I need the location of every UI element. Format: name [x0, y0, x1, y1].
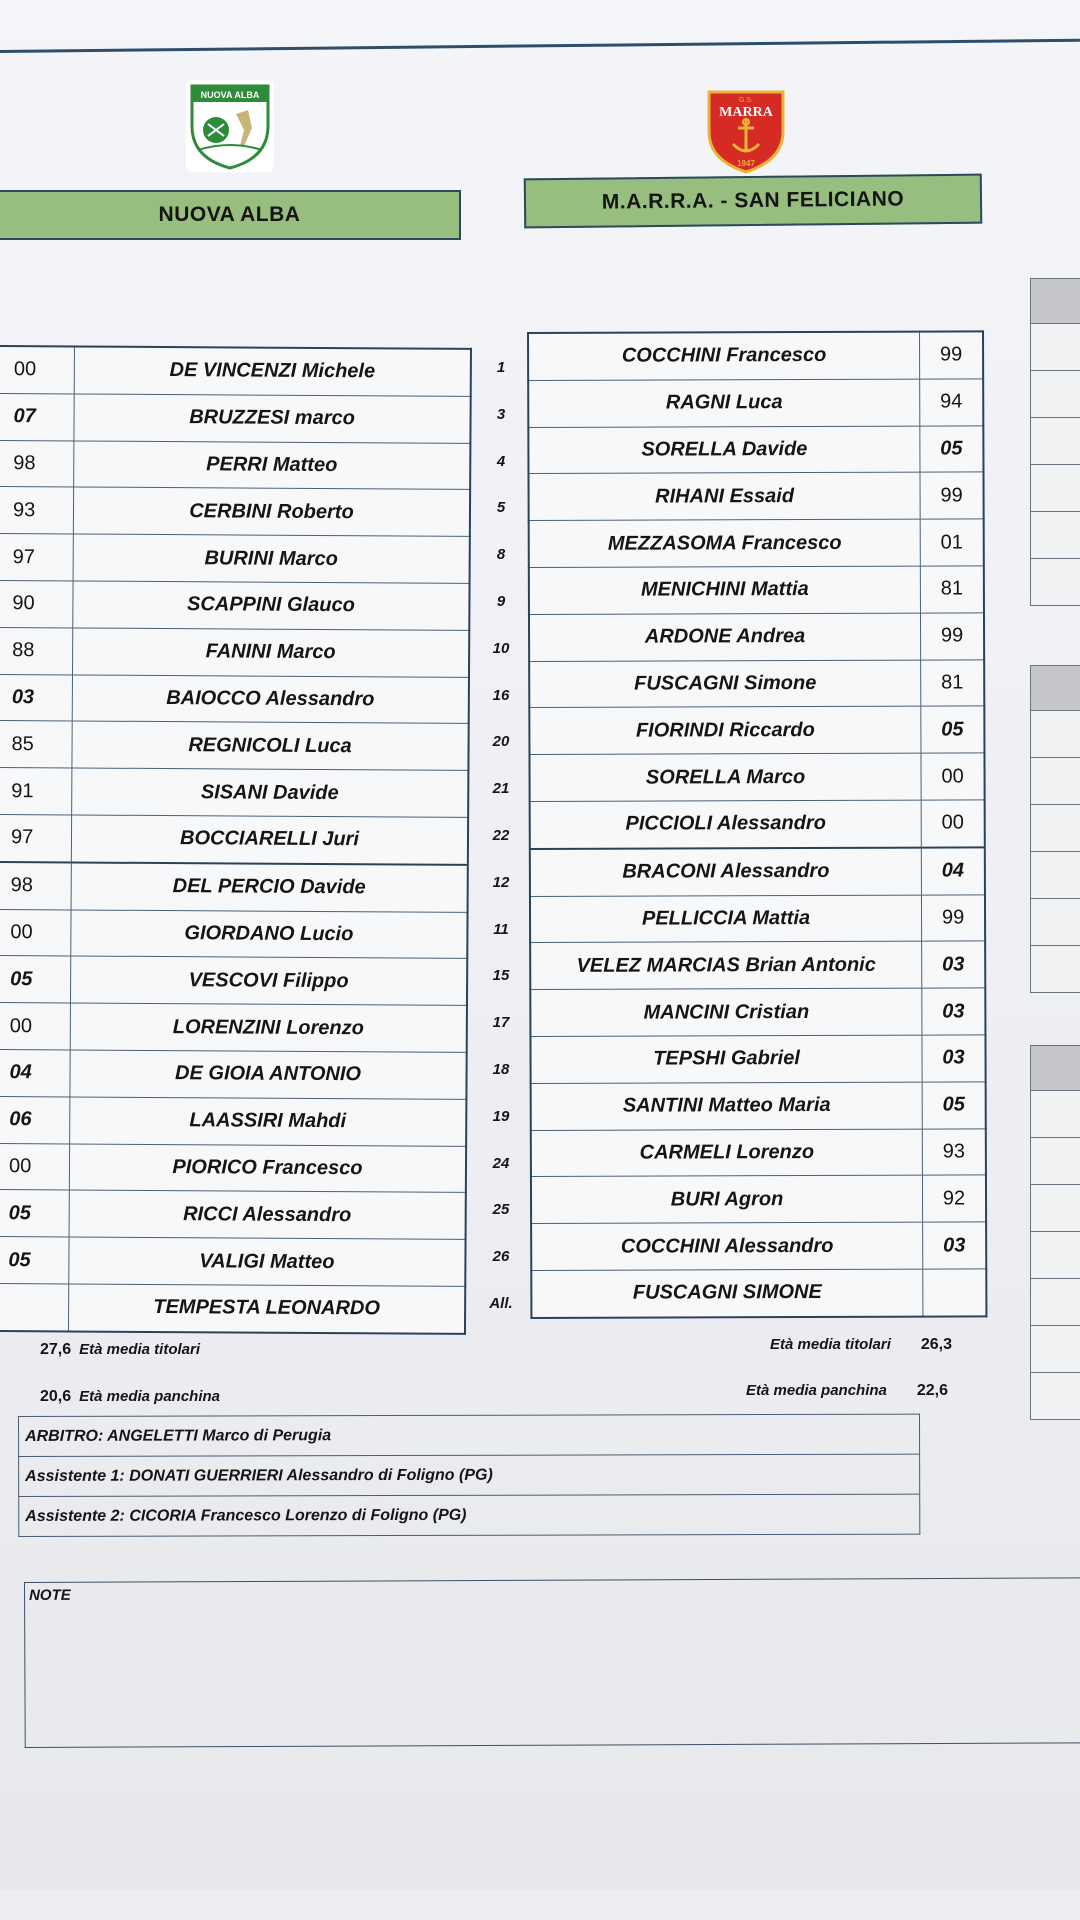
away-avg-bench-label: Età media panchina	[746, 1382, 887, 1399]
table-row	[529, 753, 984, 801]
svg-text:MARRA: MARRA	[719, 105, 773, 120]
player-name: PIORICO Francesco	[69, 1144, 466, 1193]
player-name: VELEZ MARCIAS Brian Antonic	[530, 941, 922, 989]
table-row	[0, 862, 468, 912]
birth-year: 01	[920, 519, 984, 566]
player-name: CARMELI Lorenzo	[531, 1129, 923, 1177]
birth-year: 99	[920, 613, 984, 660]
away-team-name: M.A.R.R.A. - SAN FELICIANO	[524, 174, 982, 229]
birth-year: 91	[0, 768, 72, 815]
shirt-number: 17	[492, 1014, 510, 1032]
shirt-number: 15	[492, 967, 510, 985]
player-name: CERBINI Roberto	[73, 487, 470, 536]
shirt-number: 18	[492, 1060, 510, 1078]
table-row	[0, 487, 470, 537]
shirt-number: All.	[489, 1294, 513, 1312]
notes-box	[24, 1577, 1080, 1748]
table-row	[0, 1003, 467, 1053]
table-row	[0, 627, 469, 677]
birth-year: 94	[920, 379, 984, 426]
table-row	[528, 331, 983, 380]
player-name: COCCHINI Francesco	[528, 332, 920, 381]
officials-table	[18, 1414, 920, 1537]
player-name: SANTINI Matteo Maria	[531, 1082, 923, 1130]
player-name: REGNICOLI Luca	[72, 721, 469, 770]
birth-year: 05	[0, 1237, 69, 1284]
birth-year: 90	[0, 580, 73, 627]
table-row	[0, 768, 468, 818]
birth-year: 98	[0, 862, 71, 910]
edge-column-1	[1030, 278, 1080, 606]
shirt-number: 11	[493, 920, 509, 938]
table-row	[528, 426, 983, 474]
table-row	[528, 379, 983, 427]
birth-year: 00	[0, 1003, 70, 1050]
home-avg-starters-value: 27,6	[40, 1341, 72, 1358]
shirt-number: 10	[492, 639, 510, 657]
birth-year: 97	[0, 534, 73, 581]
coach-name: TEMPESTA LEONARDO	[68, 1284, 465, 1334]
player-name: LORENZINI Lorenzo	[70, 1003, 467, 1052]
shirt-number: 20	[492, 733, 510, 751]
player-name: MENICHINI Mattia	[529, 566, 921, 614]
player-name: RAGNI Luca	[528, 379, 920, 427]
table-row	[528, 472, 983, 520]
birth-year: 05	[920, 426, 984, 473]
coach-row	[0, 1283, 465, 1333]
table-row	[530, 941, 985, 989]
referee: ARBITRO: ANGELETTI Marco di Perugia	[19, 1414, 920, 1456]
table-row	[0, 721, 469, 771]
coach-row	[531, 1269, 986, 1318]
player-name: BOCCIARELLI Juri	[71, 815, 468, 865]
away-avg-starters	[770, 1336, 952, 1354]
birth-year: 07	[0, 393, 74, 440]
player-name: FANINI Marco	[72, 628, 469, 677]
birth-year: 99	[920, 331, 984, 379]
home-avg-starters-label: Età media titolari	[79, 1341, 201, 1358]
coach-blank	[923, 1269, 987, 1317]
svg-text:NUOVA ALBA: NUOVA ALBA	[200, 90, 260, 100]
birth-year: 00	[0, 346, 74, 394]
birth-year: 81	[920, 566, 984, 613]
birth-year: 03	[0, 674, 72, 721]
svg-text:G.S.: G.S.	[738, 97, 754, 104]
table-row	[529, 519, 984, 567]
birth-year: 03	[922, 941, 986, 988]
birth-year: 98	[0, 440, 74, 487]
table-row	[530, 800, 985, 849]
notes-label: NOTE	[29, 1586, 71, 1604]
table-row	[0, 580, 470, 630]
table-row	[0, 814, 468, 864]
home-roster-table	[0, 345, 472, 1335]
birth-year: 04	[921, 847, 985, 895]
shirt-number: 16	[492, 686, 510, 704]
away-avg-bench	[746, 1382, 948, 1400]
birth-year: 00	[0, 909, 71, 956]
player-name: PERRI Matteo	[74, 441, 471, 490]
birth-year: 92	[922, 1175, 986, 1222]
away-roster-table	[527, 330, 987, 1318]
player-name: BAIOCCO Alessandro	[72, 675, 469, 724]
player-name: COCCHINI Alessandro	[531, 1222, 923, 1270]
home-team-name: NUOVA ALBA	[0, 190, 461, 240]
table-row	[529, 566, 984, 614]
table-row	[0, 1190, 466, 1240]
player-name: FIORINDI Riccardo	[529, 707, 921, 755]
player-name: PICCIOLI Alessandro	[530, 800, 922, 849]
coach-name: FUSCAGNI SIMONE	[531, 1269, 923, 1318]
birth-year: 05	[0, 956, 71, 1003]
player-name: DEL PERCIO Davide	[71, 862, 468, 912]
birth-year: 03	[922, 1035, 986, 1082]
birth-year: 00	[921, 753, 985, 800]
birth-year: 81	[921, 659, 985, 706]
marra-logo	[705, 88, 787, 174]
player-name: VALIGI Matteo	[69, 1237, 466, 1286]
nuova-alba-logo	[186, 80, 274, 172]
shirt-number: 1	[496, 359, 506, 376]
shirt-number: 26	[492, 1248, 510, 1266]
home-avg-bench-value: 20,6	[40, 1388, 72, 1405]
birth-year: 05	[0, 1190, 69, 1237]
table-row	[0, 534, 470, 584]
player-name: MANCINI Cristian	[530, 988, 922, 1036]
table-row	[531, 1128, 986, 1176]
assistant-2: Assistente 2: CICORIA Francesco Lorenzo di Foligno (PG)	[19, 1494, 920, 1536]
birth-year: 93	[0, 487, 74, 534]
birth-year: 97	[0, 814, 72, 862]
table-row	[529, 659, 984, 707]
player-name: TEPSHI Gabriel	[530, 1035, 922, 1083]
shirt-number: 19	[492, 1107, 510, 1125]
shirt-number-column	[476, 345, 526, 1328]
table-row	[0, 1096, 466, 1146]
table-row	[531, 1222, 986, 1270]
player-name: BURI Agron	[531, 1175, 923, 1223]
player-name: BURINI Marco	[73, 534, 470, 583]
player-name: DE VINCENZI Michele	[74, 346, 471, 396]
assistant-1: Assistente 1: DONATI GUERRIERI Alessandro di Foligno (PG)	[19, 1454, 920, 1496]
table-row	[530, 988, 985, 1036]
top-rule	[0, 39, 1080, 53]
shirt-number: 24	[492, 1154, 510, 1172]
birth-year: 99	[921, 894, 985, 941]
player-name: PELLICCIA Mattia	[530, 895, 922, 943]
player-name: LAASSIRI Mahdi	[70, 1097, 467, 1146]
player-name: BRUZZESI marco	[74, 394, 471, 443]
player-name: GIORDANO Lucio	[71, 910, 468, 959]
table-row	[530, 1035, 985, 1083]
player-name: RIHANI Essaid	[528, 473, 920, 521]
shirt-number: 4	[496, 452, 506, 470]
birth-year: 93	[922, 1128, 986, 1175]
birth-year: 00	[0, 1143, 70, 1190]
table-row	[531, 1082, 986, 1130]
shirt-number: 9	[496, 592, 506, 610]
table-row	[529, 706, 984, 754]
player-name: ARDONE Andrea	[529, 613, 921, 661]
away-avg-starters-value: 26,3	[920, 1336, 953, 1353]
birth-year: 03	[923, 1222, 987, 1269]
home-avg-starters	[40, 1341, 200, 1359]
table-row	[0, 1237, 466, 1287]
table-row	[0, 674, 469, 724]
edge-column-2	[1030, 665, 1080, 993]
player-name: SORELLA Marco	[529, 753, 921, 801]
home-avg-bench	[40, 1388, 220, 1406]
shirt-number: 3	[496, 405, 506, 423]
table-row	[0, 1049, 467, 1099]
shirt-number: 22	[492, 826, 510, 844]
birth-year: 04	[0, 1049, 70, 1096]
table-row	[0, 346, 471, 396]
player-name: MEZZASOMA Francesco	[529, 519, 921, 567]
birth-year: 85	[0, 721, 72, 768]
player-name: SISANI Davide	[72, 768, 469, 817]
table-row	[530, 894, 985, 942]
svg-text:1947: 1947	[737, 159, 755, 168]
player-name: RICCI Alessandro	[69, 1190, 466, 1239]
edge-column-3	[1030, 1045, 1080, 1420]
away-avg-bench-value: 22,6	[916, 1382, 949, 1399]
shirt-number: 21	[492, 780, 510, 798]
birth-year: 99	[920, 472, 984, 519]
table-row	[0, 956, 467, 1006]
coach-blank	[0, 1283, 69, 1331]
table-row	[530, 847, 985, 896]
birth-year: 05	[921, 706, 985, 753]
birth-year: 00	[921, 800, 985, 848]
birth-year: 88	[0, 627, 73, 674]
shirt-number: 25	[492, 1201, 510, 1219]
home-avg-bench-label: Età media panchina	[79, 1388, 221, 1405]
table-row	[531, 1175, 986, 1223]
birth-year: 05	[922, 1082, 986, 1129]
shirt-number: 12	[492, 873, 510, 891]
player-name: SCAPPINI Glauco	[73, 581, 470, 630]
table-row	[0, 1143, 466, 1193]
away-avg-starters-label: Età media titolari	[770, 1336, 891, 1353]
player-name: VESCOVI Filippo	[70, 956, 467, 1005]
player-name: FUSCAGNI Simone	[529, 660, 921, 708]
table-row	[0, 909, 468, 959]
birth-year: 06	[0, 1096, 70, 1143]
table-row	[529, 613, 984, 661]
player-name: DE GIOIA ANTONIO	[70, 1050, 467, 1099]
table-row	[0, 440, 470, 490]
shirt-number: 5	[496, 499, 506, 517]
player-name: SORELLA Davide	[528, 426, 920, 474]
player-name: BRACONI Alessandro	[530, 847, 922, 896]
table-row	[0, 393, 471, 443]
shirt-number: 8	[496, 546, 506, 564]
birth-year: 03	[922, 988, 986, 1035]
